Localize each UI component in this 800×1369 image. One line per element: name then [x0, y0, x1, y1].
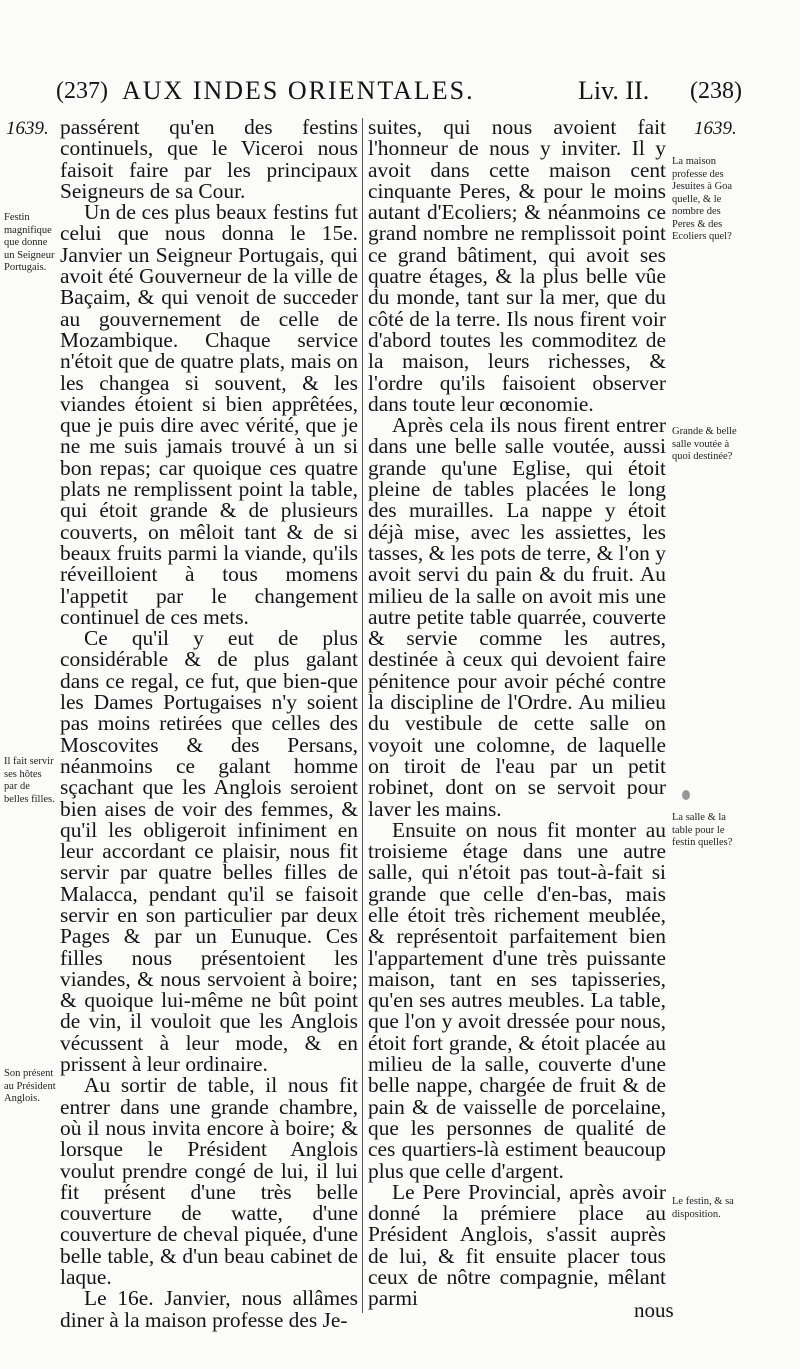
- running-title: AUX INDES ORIENTALES.: [122, 76, 475, 105]
- margin-note-left-1: Festin magnifique que donne un Seigneur Portugais.: [4, 212, 55, 273]
- page-number-right: (238): [690, 78, 742, 104]
- paragraph: suites, qui nous avoient fait l'honneur de nous y inviter. Il y avoit dans cette maison cent cinquante Peres, & pour le moins autant d'Ecoliers; & néanmoins ce grand nombre ne remplissoit point ce grand bâtiment, qui avoit ses quatre étages, & la plus belle vûe du monde, tant sur la mer, que du côté de la terre. Ils nous firent voir d'abord toutes les commoditez de la maison, leurs richesses, & l'ordre qu'ils faisoient observer dans toute leur œconomie.: [368, 115, 666, 416]
- catchword: nous: [634, 1298, 674, 1322]
- ink-smudge: [682, 790, 690, 800]
- paragraph: Ensuite on nous fit monter au troisieme étage dans une autre salle, qui n'étoit pas tout-à-fait si grande que celle d'en-bas, mais elle étoit très richement meublée, & représentoit parfaitement bien l'appartement d'une très puissante maison, tant en ses tapisseries, qu'en ses autres meubles. La table, que l'on y avoit dressée pour nous, étoit fort grande, & étoit placée au milieu de la salle, couverte d'une belle nappe, chargée de fruit & de pain & de vaisselle de porcelaine, que les personnes de qualité de ces quartiers-là estiment beaucoup plus que celle d'argent.: [368, 817, 666, 1183]
- paragraph: passérent qu'en des festins continuels, que le Viceroi nous faisoit faire par les principaux Seigneurs de sa Cour.: [60, 115, 358, 203]
- margin-note-right-4: Le festin, & sa disposition.: [672, 1196, 734, 1220]
- paragraph: Le Pere Provincial, après avoir donné la prémiere place au Président Anglois, s'assit auprès de lui, & fit ensuite placer tous ceux de nôtre compagnie, mêlant parmi: [368, 1179, 666, 1311]
- page-number-left: (237): [56, 78, 108, 104]
- column-divider: [362, 118, 363, 1313]
- running-head: [42, 76, 758, 112]
- margin-note-left-3: Son présent au Président Anglois.: [4, 1068, 56, 1104]
- book-number: Liv. II.: [578, 76, 650, 105]
- margin-note-right-1: La maison professe des Jesuites à Goa quelle, & le nombre des Peres & des Ecoliers quel?: [672, 156, 733, 242]
- paragraph: Après cela ils nous firent entrer dans une belle salle voutée, aussi grande qu'une Eglise, qui étoit pleine de tables placées le long des murailles. La nappe y étoit déjà mise, avec les assiettes, les tasses, & les pots de terre, & l'on y avoit servi du pain & du fruit. Au milieu de la salle on avoit mis une autre petite table quarrée, couverte & servie comme les autres, destinée à ceux qui devoient faire pénitence pour avoir péché contre la discipline de l'Ordre. Au milieu du vestibule de cette salle on voyoit une colomne, de laquelle on tiroit de l'eau par un petit robinet, dont on se servoit pour laver les mains.: [368, 413, 666, 821]
- left-column: [60, 117, 358, 1331]
- margin-note-right-3: La salle & la table pour le festin quelles?: [672, 812, 733, 848]
- margin-note-right-2: Grande & belle salle voutée à quoi destinée?: [672, 426, 737, 462]
- year-right: 1639.: [694, 118, 737, 139]
- paragraph: Ce qu'il y eut de plus considérable & de plus galant dans ce regal, ce fut, que bien-que les Dames Portugaises n'y soient pas moins retirées que celles des Moscovites & des Persans, néanmoins ce galant homme sçachant que les Anglois seroient bien aises de voir des femmes, & qu'il les obligeroit infiniment en leur accordant ce plaisir, nous fit servir par quatre belles filles de Malacca, pendant qu'il se faisoit servir en son particulier par deux Pages & par un Eunuque. Ces filles nous présentoient les viandes, & nous servoient à boire; & quoique lui-même ne bût point de vin, il vouloit que les Anglois vécussent à leur mode, & en prissent à leur ordinaire.: [60, 626, 358, 1077]
- paragraph: Au sortir de table, il nous fit entrer dans une grande chambre, où il nous invita encore à boire; & lorsque le Président Anglois voulut prendre congé de lui, il lui fit présent d'une très belle couverture de watte, d'une couverture de cheval piquée, d'une belle table, & d'un beau cabinet de laque.: [60, 1073, 358, 1290]
- paragraph: Le 16e. Janvier, nous allâmes diner à la maison professe des Je-: [60, 1286, 358, 1332]
- paragraph: Un de ces plus beaux festins fut celui que nous donna le 15e. Janvier un Seigneur Portugais, qui avoit été Gouverneur de la ville de Baçaim, & qui venoit de succeder au gouvernement de celle de Mozambique. Chaque service n'étoit que de quatre plats, mais on les changea si souvent, & les viandes étoient si bien apprêtées, que je puis dire avec vérité, que je ne me suis jamais trouvé à un si bon repas; car quoique ces quatre plats ne remplissent point la table, qui étoit grande & de plusieurs couverts, on mêloit tant & de si beaux fruits parmi la viande, qu'ils réveilloient à tous momens l'appetit par le changement continuel de ces mets.: [60, 200, 358, 629]
- year-left: 1639.: [6, 118, 49, 139]
- right-column: [368, 117, 666, 1310]
- margin-note-left-2: Il fait servir ses hôtes par de belles filles.: [4, 756, 55, 805]
